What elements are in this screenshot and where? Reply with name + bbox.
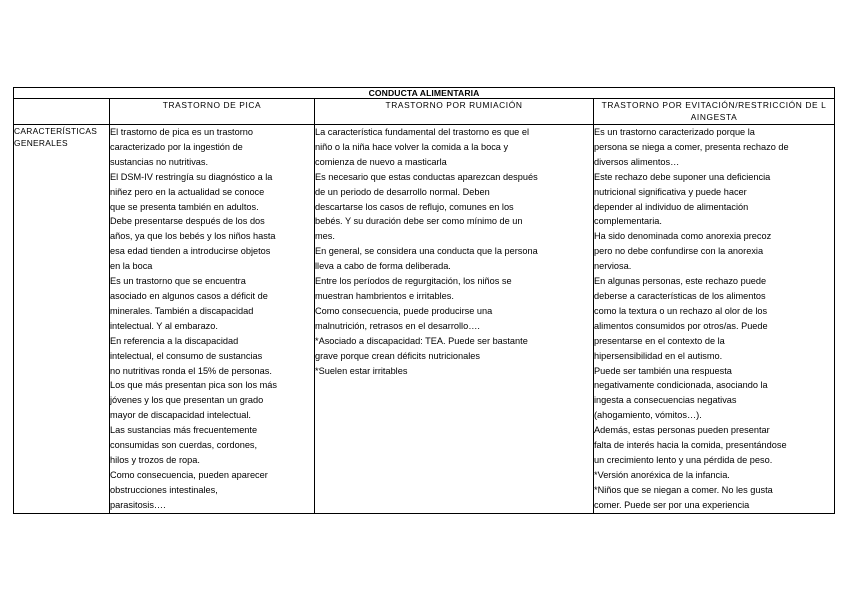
text-line: no nutritivas ronda el 15% de personas. <box>110 365 272 376</box>
text-line: intelectual, el consumo de sustancias <box>110 350 263 361</box>
conducta-alimentaria-table <box>13 87 835 514</box>
text-line: deberse a características de los alimentos <box>594 290 766 301</box>
text-line: hipersensibilidad en el autismo. <box>594 350 723 361</box>
text-line: descartarse los casos de reflujo, comunes en los <box>315 201 514 212</box>
text-line: Es un trastorno caracterizado porque la <box>594 127 755 137</box>
text-line: un crecimiento lento y una pérdida de peso. <box>594 454 773 465</box>
row-label <box>14 125 110 514</box>
text-line: *Suelen estar irritables <box>315 365 408 376</box>
text-line: Además, estas personas pueden presentar <box>594 425 770 436</box>
text-line: negativamente condicionada, asociando la <box>594 380 768 391</box>
title-row <box>14 88 835 99</box>
text-line: años, ya que los bebés y los niños hasta <box>110 231 276 242</box>
text-line: jóvenes y los que presentan un grado <box>110 395 264 406</box>
text-line: malnutrición, retrasos en el desarrollo…. <box>315 320 480 331</box>
text-line: esa edad tienden a introducirse objetos <box>110 246 271 257</box>
text-line: consumidas son cuerdas, cordones, <box>110 440 258 451</box>
text-line: El trastorno de pica es un trastorno <box>110 127 253 137</box>
text-line: ingesta a consecuencias negativas <box>594 395 737 406</box>
text-line: sustancias no nutritivas. <box>110 156 209 167</box>
table-title: CONDUCTA ALIMENTARIA <box>14 88 835 99</box>
text-line: niño o la niña hace volver la comida a la boca y <box>315 141 509 152</box>
text-line: bebés. Y su duración debe ser como mínimo de un <box>315 216 523 227</box>
text-line: Debe presentarse después de los dos <box>110 216 265 227</box>
row-label-line: GENERALES <box>14 138 68 148</box>
text-line: depender al individuo de alimentación <box>594 201 749 212</box>
cell-rumiacion <box>315 125 594 514</box>
text-line: comienza de nuevo a masticarla <box>315 156 447 167</box>
text-line: lleva a cabo de forma deliberada. <box>315 261 451 272</box>
text-line: alimentos consumidos por otros/as. Puede <box>594 320 768 331</box>
text-line: *Versión anoréxica de la infancia. <box>594 469 730 480</box>
text-line: complementaria. <box>594 216 662 227</box>
text-line: Las sustancias más frecuentemente <box>110 425 258 436</box>
text-line: Entre los períodos de regurgitación, los niños se <box>315 276 512 287</box>
cell-evitacion <box>594 125 835 514</box>
text-line: mes. <box>315 231 335 242</box>
text-line: (ahogamiento, vómitos…). <box>594 410 702 421</box>
text-line: que se presenta también en adultos. <box>110 201 259 212</box>
text-line: de un periodo de desarrollo normal. Deben <box>315 186 490 197</box>
text-line: parasitosis…. <box>110 499 166 510</box>
text-line: Este rechazo debe suponer una deficiencia <box>594 171 771 182</box>
text-line: falta de interés hacia la comida, presentándose <box>594 440 787 451</box>
text-line: diversos alimentos… <box>594 156 680 167</box>
text-line: El DSM-IV restringía su diagnóstico a la <box>110 171 273 182</box>
text-line: en la boca <box>110 261 153 272</box>
text-line: En algunas personas, este rechazo puede <box>594 276 767 287</box>
header-evitacion: TRASTORNO POR EVITACIÓN/RESTRICCIÓN DE L AINGESTA <box>594 99 835 125</box>
text-line: intelectual. Y al embarazo. <box>110 320 218 331</box>
text-line: Es un trastorno que se encuentra <box>110 276 246 287</box>
text-line: Puede ser también una respuesta <box>594 365 732 376</box>
text-line: nerviosa. <box>594 261 632 272</box>
text-line: muestran hambrientos e irritables. <box>315 290 454 301</box>
text-line: *Niños que se niegan a comer. No les gusta <box>594 484 773 495</box>
text-line: *Asociado a discapacidad: TEA. Puede ser bastante <box>315 335 528 346</box>
text-line: pero no debe confundirse con la anorexia <box>594 246 764 257</box>
text-line: obstrucciones intestinales, <box>110 484 218 495</box>
text-line: caracterizado por la ingestión de <box>110 141 243 152</box>
text-line: mayor de discapacidad intelectual. <box>110 410 251 421</box>
text-line: persona se niega a comer, presenta rechazo de <box>594 141 789 152</box>
text-line: nutricional significativa y puede hacer <box>594 186 747 197</box>
header-empty <box>14 99 110 125</box>
text-line: En general, se considera una conducta que la persona <box>315 246 538 257</box>
header-pica: TRASTORNO DE PICA <box>110 99 315 125</box>
row-caracteristicas-generales <box>14 125 835 514</box>
text-line: presentarse en el contexto de la <box>594 335 725 346</box>
header-row <box>14 99 835 125</box>
text-line: hilos y trozos de ropa. <box>110 454 200 465</box>
text-line: grave porque crean déficits nutricionales <box>315 350 480 361</box>
text-line: Como consecuencia, puede producirse una <box>315 305 493 316</box>
text-line: minerales. También a discapacidad <box>110 305 254 316</box>
text-line: Como consecuencia, pueden aparecer <box>110 469 268 480</box>
text-line: Es necesario que estas conductas aparezcan después <box>315 171 538 182</box>
text-line: como la textura o un rechazo al olor de los <box>594 305 768 316</box>
header-rumiacion: TRASTORNO POR RUMIACIÓN <box>315 99 594 125</box>
text-line: asociado en algunos casos a déficit de <box>110 290 268 301</box>
cell-pica <box>110 125 315 514</box>
text-line: La característica fundamental del trastorno es que el <box>315 127 529 137</box>
text-line: niñez pero en la actualidad se conoce <box>110 186 265 197</box>
text-line: comer. Puede ser por una experiencia <box>594 499 750 510</box>
text-line: Los que más presentan pica son los más <box>110 380 277 391</box>
text-line: En referencia a la discapacidad <box>110 335 239 346</box>
text-line: Ha sido denominada como anorexia precoz <box>594 231 772 242</box>
row-label-line: CARACTERÍSTICAS <box>14 126 98 136</box>
